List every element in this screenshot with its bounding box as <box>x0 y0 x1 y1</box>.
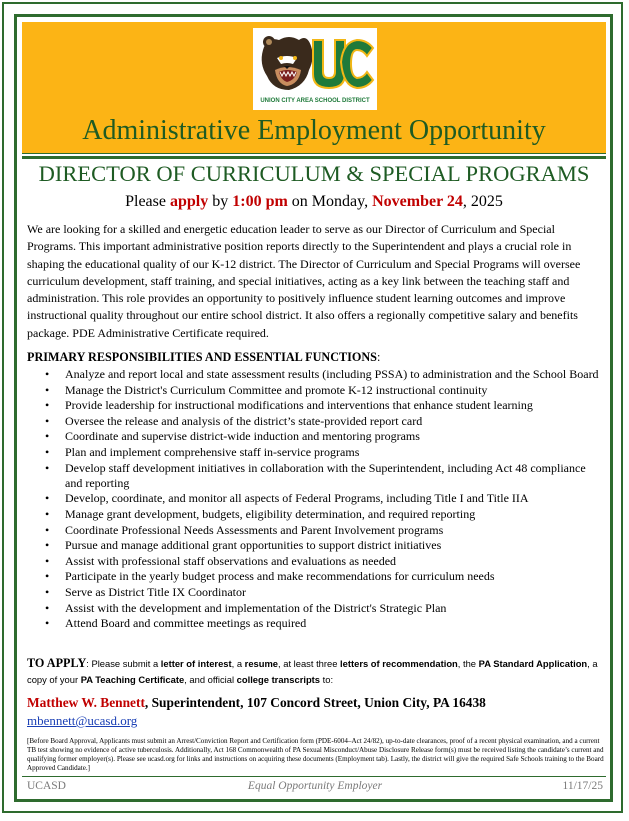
list-item <box>27 523 605 538</box>
divider-footer <box>22 776 606 777</box>
list-item <box>27 616 605 631</box>
to-apply-item: PA Standard Application <box>478 658 588 669</box>
to-apply-item: letters of recommendation <box>340 658 458 669</box>
contact-details: , Superintendent, 107 Concord Street, Union City, PA 16438 <box>144 695 486 710</box>
banner-title: Administrative Employment Opportunity <box>82 115 546 146</box>
list-item <box>27 383 605 398</box>
list-item-text: Develop staff development initiatives in collaboration with the Superintendent, including Act 48 compliance and reporting <box>65 460 586 490</box>
list-item-text: Serve as District Title IX Coordinator <box>65 584 246 599</box>
list-item-text: Analyze and report local and state assessment results (including PSSA) to administration and the School Board <box>65 367 599 381</box>
list-item-text: Participate in the yearly budget process and make recommendations for curriculum needs <box>65 569 495 584</box>
list-item-text: Assist with the development and implementation of the District's Strategic Plan <box>65 600 447 615</box>
bullet-icon: • <box>45 382 50 397</box>
bullet-icon: • <box>45 553 50 568</box>
list-item <box>27 554 605 569</box>
bullet-icon: • <box>45 506 50 521</box>
to-apply-text: , at least three <box>278 658 341 669</box>
bullet-icon: • <box>45 584 50 599</box>
job-title: DIRECTOR OF CURRICULUM & SPECIAL PROGRAMS <box>38 161 590 186</box>
list-item-text: Provide leadership for instructional modifications and interventions that enhance student learning <box>65 398 533 413</box>
to-apply-text: , and official <box>184 674 237 685</box>
bullet-icon: • <box>45 491 50 506</box>
footer-date: 11/17/25 <box>562 780 603 792</box>
bullet-icon: • <box>45 444 50 459</box>
contact-line <box>27 694 486 712</box>
contact-name: Matthew W. Bennett <box>27 695 145 710</box>
to-apply-lead: TO APPLY <box>27 656 87 670</box>
to-apply-text: : Please submit a <box>86 658 161 669</box>
list-item-text: Manage grant development, budgets, eligibility determination, and required reporting <box>65 506 476 521</box>
to-apply-item: college transcripts <box>236 674 321 685</box>
footer-eoe: Equal Opportunity Employer <box>247 780 383 792</box>
divider-top <box>22 153 606 154</box>
bullet-icon: • <box>45 367 50 381</box>
apply-deadline <box>22 191 606 213</box>
bullet-icon: • <box>45 398 50 413</box>
list-item-text: Develop, coordinate, and monitor all aspects of Federal Programs, including Title I and Title IIA <box>65 491 529 506</box>
to-apply-item: letter of interest <box>160 658 232 669</box>
list-item-text: Assist with professional staff observations and evaluations as needed <box>65 553 397 568</box>
bullet-icon: • <box>45 538 50 553</box>
to-apply-text: , a copy of your <box>27 658 598 685</box>
list-item <box>27 398 605 413</box>
apply-time: 1:00 pm <box>232 193 288 210</box>
list-item <box>27 507 605 522</box>
to-apply-item: PA Teaching Certificate <box>80 674 185 685</box>
to-apply-text: , the <box>457 658 479 669</box>
list-item <box>27 569 605 584</box>
bullet-icon: • <box>45 522 50 537</box>
bullet-icon: • <box>45 429 50 444</box>
to-apply-paragraph <box>27 655 601 688</box>
apply-date: November 24 <box>372 193 463 210</box>
list-item <box>27 414 605 429</box>
footer-org: UCASD <box>27 780 66 792</box>
list-item-text: Manage the District's Curriculum Committee and promote K-12 instructional continuity <box>65 382 488 397</box>
bullet-icon: • <box>45 413 50 428</box>
list-item-text: Pursue and manage additional grant opportunities to support district initiatives <box>65 538 442 553</box>
apply-year: , 2025 <box>462 193 503 210</box>
list-item <box>27 367 605 382</box>
responsibilities-heading-text: PRIMARY RESPONSIBILITIES AND ESSENTIAL FUNCTIONS <box>27 350 377 364</box>
responsibilities-heading <box>27 349 380 365</box>
list-item <box>27 491 605 506</box>
list-item-text: Oversee the release and analysis of the district’s state-provided report card <box>65 413 423 428</box>
bullet-icon: • <box>45 460 50 475</box>
apply-prefix: Please <box>125 193 166 210</box>
bullet-icon: • <box>45 616 50 631</box>
apply-on: on Monday, <box>291 193 369 210</box>
list-item-text: Coordinate and supervise district-wide induction and mentoring programs <box>65 429 420 444</box>
apply-by: by <box>212 193 229 210</box>
list-item <box>27 585 605 600</box>
list-item <box>27 461 605 491</box>
contact-email-link[interactable]: mbennett@ucasd.org <box>27 713 138 728</box>
logo-district-name: UNION CITY AREA SCHOOL DISTRICT <box>260 98 370 104</box>
list-item <box>27 538 605 553</box>
to-apply-item: resume <box>244 658 279 669</box>
list-item <box>27 445 605 460</box>
bullet-icon: • <box>45 600 50 615</box>
intro-paragraph: We are looking for a skilled and energetic education leader to serve as our Director of Curriculum and Special Programs. This important administrative position reports directly to the Superintendent and plays a crucial role in shaping the educational quality of our K-12 district. The Director of Curriculum and Special Programs will oversee curriculum development, staff training, and special initiatives, acting as a key link between the teaching staff and administration. This role provides an opportunity to positively influence student learning outcomes and improve instructional quality throughout our entire school district. It also offers a regionally competitive salary and benefits package. PDE Administrative Certificate required. <box>27 222 581 340</box>
responsibilities-list <box>27 367 605 632</box>
bear-logo-icon <box>253 28 377 110</box>
apply-word: apply <box>169 193 209 210</box>
list-item-text: Attend Board and committee meetings as required <box>65 616 307 631</box>
to-apply-text: , a <box>231 658 245 669</box>
bullet-icon: • <box>45 569 50 584</box>
responsibilities-heading-colon: : <box>376 350 381 364</box>
list-item <box>27 601 605 616</box>
district-logo <box>253 28 377 110</box>
to-apply-text: to: <box>320 674 334 685</box>
list-item <box>27 429 605 444</box>
fine-print: [Before Board Approval, Applicants must submit an Arrest/Conviction Report and Certification form (PDE-6004–Act 24/82), up-to-date clearances, proof of a recent physical examination, and a current TB test showing no evidence of active tuberculosis. Additionally, Act 168 Commonwealth of PA Sexual Misconduct/Abuse Disclosure Release form(s) must be received listing the candidate’s current and qualifying former employer(s). Please see ucasd.org for links and instructions on acquiring these documents (Employment tab). Lastly, the district will give the required Safe Schools training to the Board Approved Candidate.] <box>27 737 604 772</box>
list-item-text: Coordinate Professional Needs Assessments and Parent Involvement programs <box>65 522 444 537</box>
list-item-text: Plan and implement comprehensive staff in-service programs <box>65 444 360 459</box>
